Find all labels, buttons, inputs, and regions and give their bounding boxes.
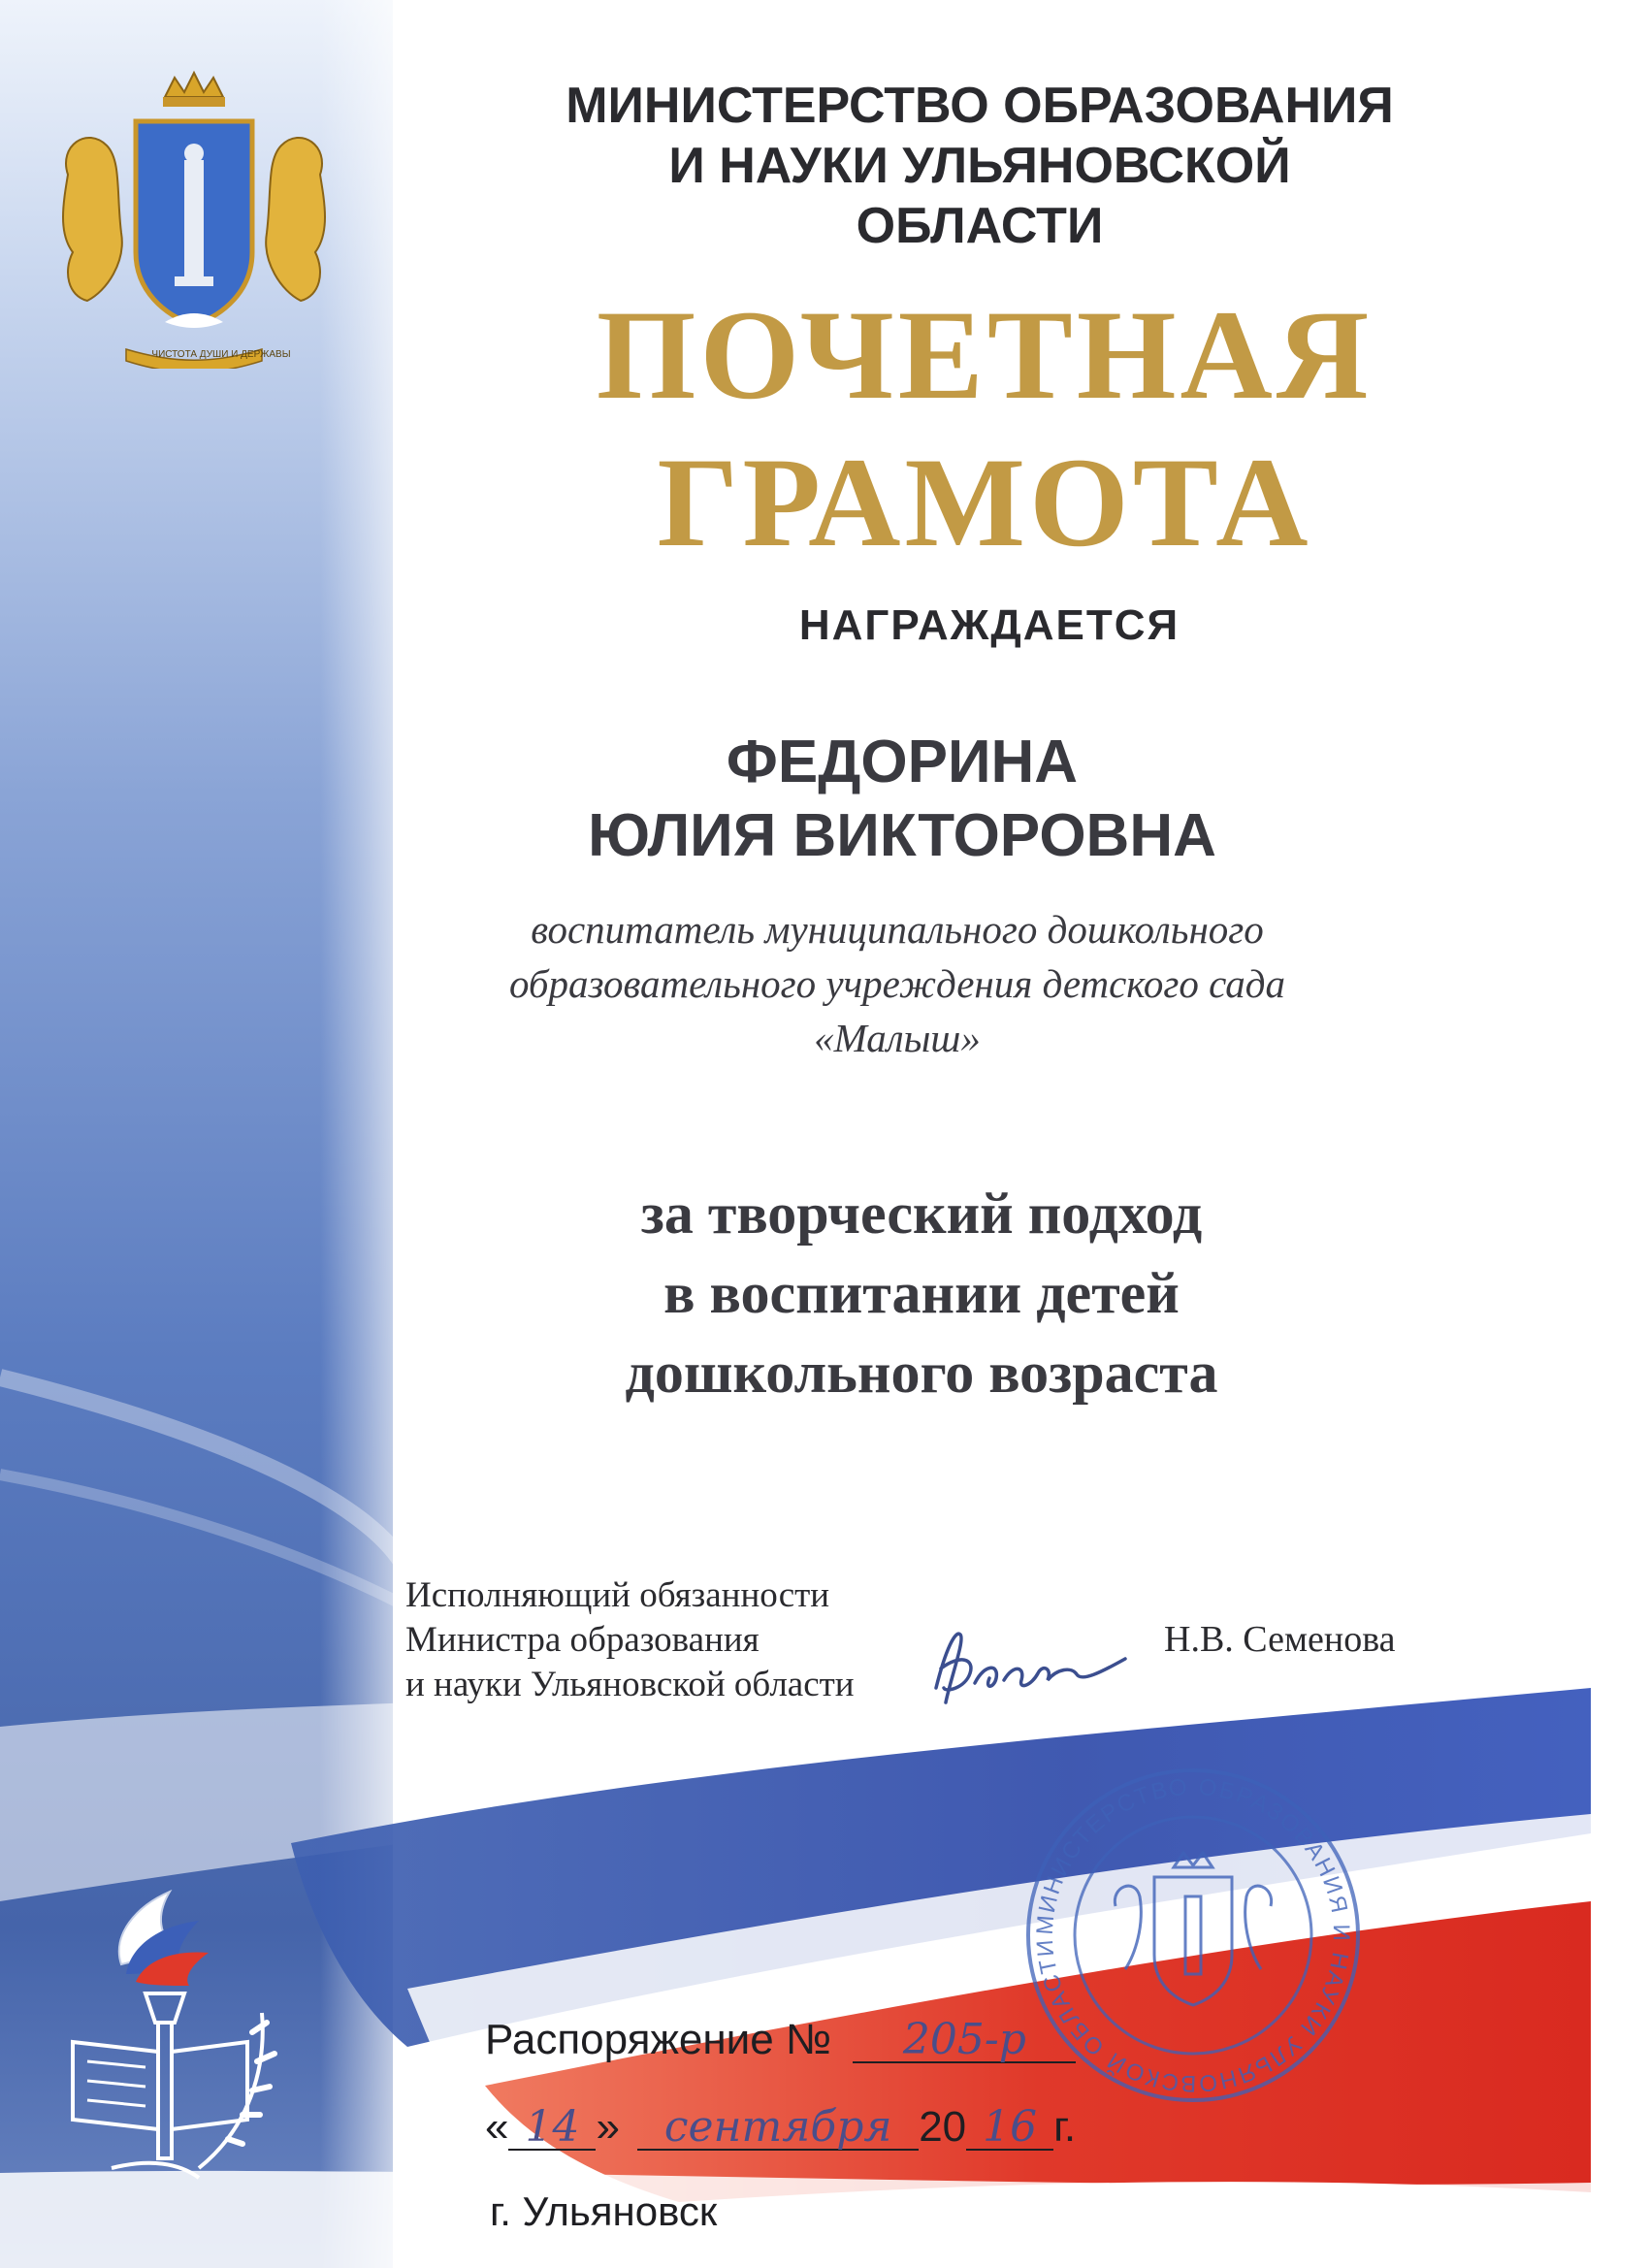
date-month: сентября xyxy=(637,2106,919,2151)
ministry-line-2: И НАУКИ УЛЬЯНОВСКОЙ xyxy=(668,138,1291,194)
stamp-text: МИНИСТЕРСТВО ОБРАЗОВАНИЯ И НАУКИ УЛЬЯНОВСКОЙ ОБЛАСТИ xyxy=(1031,1773,1355,2097)
decree-label: Распоряжение № xyxy=(485,2016,832,2063)
emblem-motto: ЧИСТОТА ДУШИ И ДЕРЖАВЫ xyxy=(151,349,291,360)
title-line-1: ПОЧЕТНАЯ xyxy=(596,283,1374,426)
awarded-label: НАГРАЖДАЕТСЯ xyxy=(798,601,1180,649)
position-line-1: воспитатель муниципального дошкольного xyxy=(531,907,1264,952)
title-line-2: ГРАМОТА xyxy=(657,431,1312,573)
signatory-line-3: и науки Ульяновской области xyxy=(405,1665,855,1704)
date-day: 14 xyxy=(508,2106,596,2151)
ministry-header xyxy=(514,76,1445,256)
signatory-name: Н.В. Семенова xyxy=(1164,1619,1396,1660)
date-quote-open: « xyxy=(485,2103,509,2151)
date-quote-close: » xyxy=(596,2103,620,2151)
signatory-title xyxy=(405,1573,855,1707)
recipient-position xyxy=(446,902,1348,1065)
torch-book-logo-icon xyxy=(53,1877,296,2187)
merit-line-3: дошкольного возраста xyxy=(625,1341,1218,1405)
ministry-line-1: МИНИСТЕРСТВО ОБРАЗОВАНИЯ xyxy=(566,78,1394,134)
decree-date xyxy=(485,2103,1076,2152)
ministry-line-3: ОБЛАСТИ xyxy=(856,198,1104,254)
svg-text:МИНИСТЕРСТВО ОБРАЗОВАНИЯ И НАУ xyxy=(1032,1774,1354,2096)
signatory-line-1: Исполняющий обязанности xyxy=(405,1575,830,1615)
city: г. Ульяновск xyxy=(490,2188,718,2234)
recipient-given-names: ЮЛИЯ ВИКТОРОВНА xyxy=(588,802,1216,869)
date-year-prefix: 20 xyxy=(919,2103,967,2151)
decree-line xyxy=(485,2016,1076,2064)
position-line-3: «Малыш» xyxy=(814,1016,981,1060)
date-year-suffix: 16 xyxy=(966,2106,1053,2151)
date-year-unit: г. xyxy=(1053,2103,1077,2151)
signature-icon xyxy=(917,1610,1140,1717)
merit-line-2: в воспитании детей xyxy=(663,1261,1180,1325)
coat-of-arms-icon xyxy=(29,68,359,369)
recipient-surname: ФЕДОРИНА xyxy=(726,729,1079,795)
position-line-2: образовательного учреждения детского сада xyxy=(508,961,1286,1006)
certificate-title xyxy=(524,281,1445,576)
merit-line-1: за творческий подход xyxy=(640,1182,1203,1246)
signatory-line-2: Министра образования xyxy=(405,1620,760,1660)
merit-text xyxy=(485,1174,1358,1412)
recipient-name xyxy=(466,726,1339,873)
decree-number: 205-р xyxy=(853,2019,1076,2063)
